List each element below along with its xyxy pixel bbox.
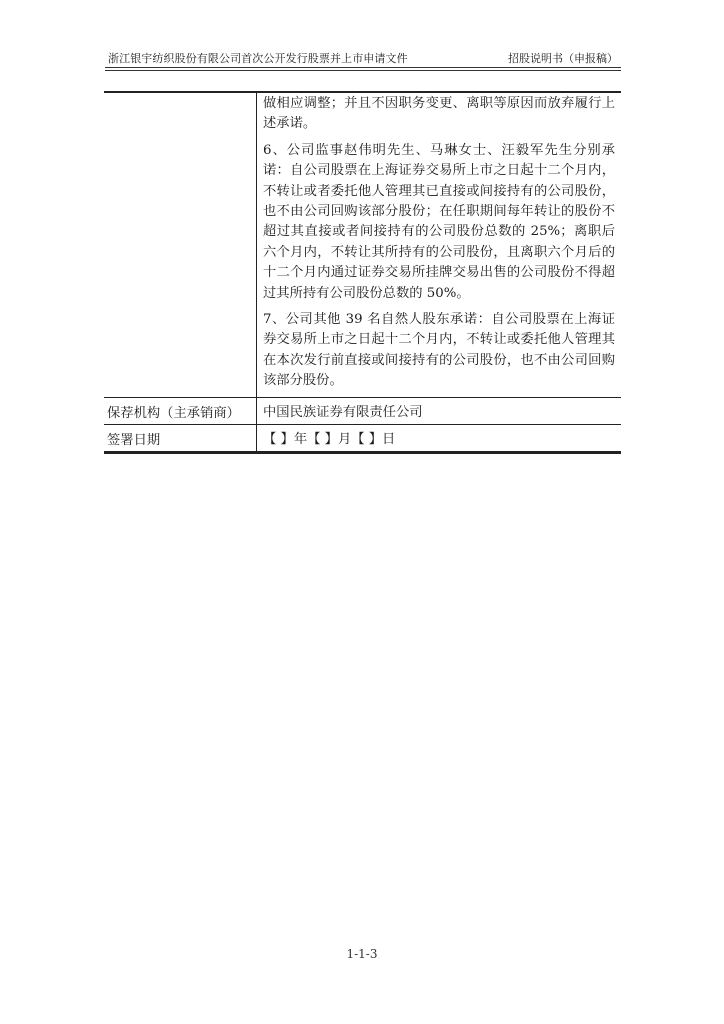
commitment-paragraph: 7、公司其他 39 名自然人股东承诺：自公司股票在上海证券交易所上市之日起十二个月内，不转让或委托他人管理其在本次发行前直接或间接持有的公司股份，也不由公司回购该部分股份。 (263, 312, 615, 389)
document-title: 浙江银宇纺织股份有限公司首次公开发行股票并上市申请文件 (108, 52, 408, 65)
document-type: 招股说明书（申报稿） (508, 52, 618, 65)
page-number: 1-1-3 (346, 947, 378, 961)
header-rule-top (105, 67, 621, 68)
empty-label-cell (104, 93, 257, 397)
sponsor-label: 保荐机构（主承销商） (104, 398, 257, 424)
table-row-commitments (104, 93, 621, 398)
info-table (104, 91, 621, 454)
signing-date-value: 【 】年【 】月【 】日 (263, 431, 396, 447)
header-rule-bottom (105, 70, 621, 71)
commitment-paragraph: 做相应调整；并且不因职务变更、离职等原因而放弃履行上述承诺。 (263, 96, 615, 132)
table-row-sponsor (104, 398, 621, 425)
signing-date-label: 签署日期 (104, 425, 257, 451)
table-row-signing-date (104, 425, 621, 454)
page-header (105, 46, 621, 68)
sponsor-value: 中国民族证券有限责任公司 (263, 404, 423, 420)
commitment-paragraph: 6、公司监事赵伟明先生、马琳女士、汪毅军先生分别承诺：自公司股票在上海证券交易所上市之日起十二个月内，不转让或者委托他人管理其已直接或间接持有的公司股份，也不由公司回购该部分股份；在任职期间每年转让的股份不超过其直接或者间接持有的公司股份总数的 25%；离职后六个月内，不转让其所持有的公司股份，且离职六个月后的十二个月内通过证券交易所挂牌交易出售的公司股份不得超过其所持有公司股份总数的 50%。 (263, 142, 615, 301)
commitments-cell (257, 93, 621, 397)
